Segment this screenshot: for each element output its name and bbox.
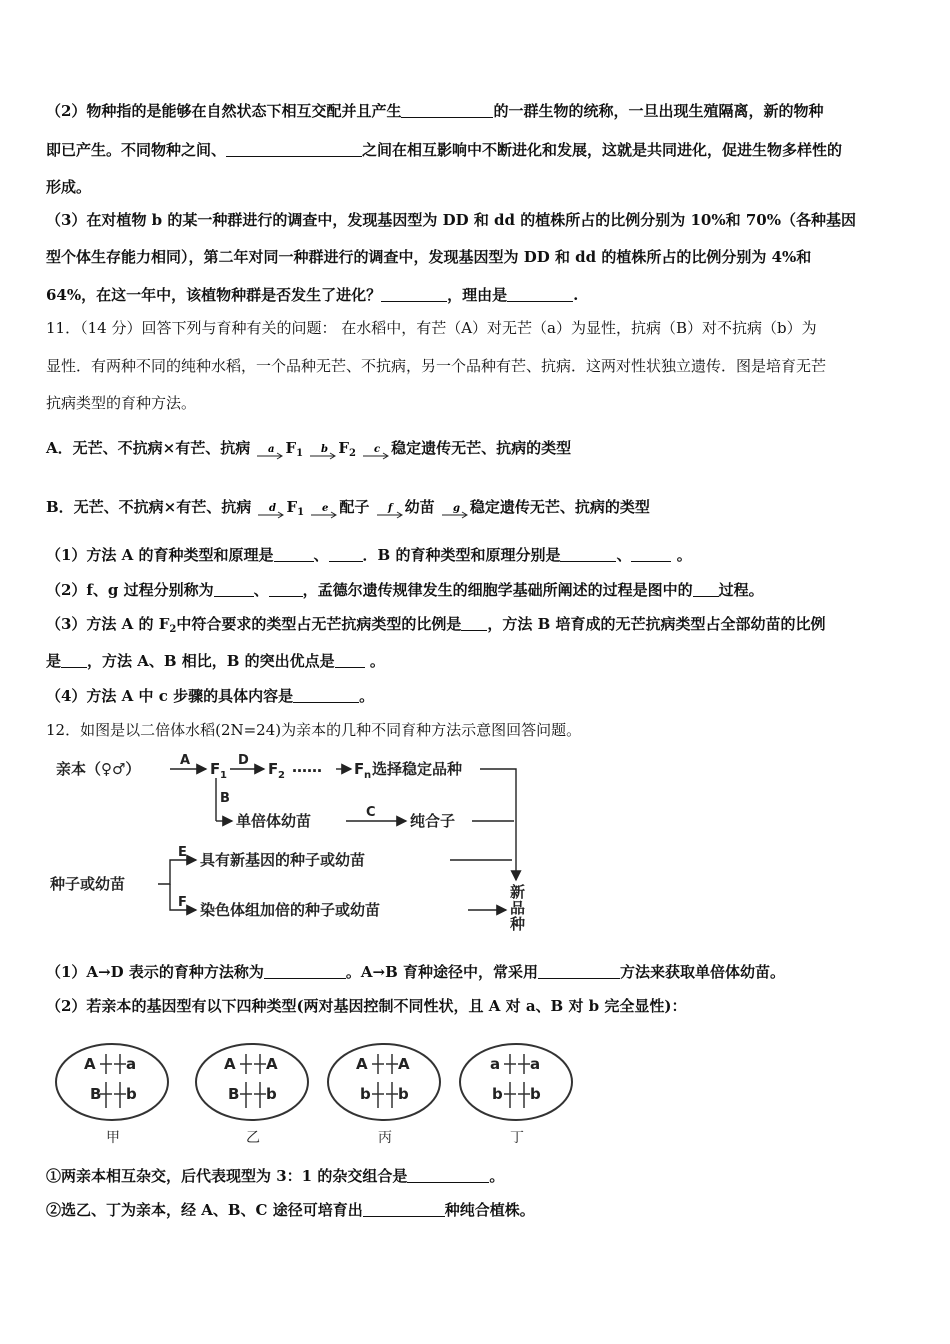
answer-blank[interactable] xyxy=(507,286,573,302)
q10-part3-line2: 型个体生存能力相同），第二年对同一种群进行的调查中，发现基因型为 DD 和 dd 的植株所占的比例分别为 4%和 xyxy=(46,248,812,266)
svg-text:b: b xyxy=(530,1085,541,1103)
svg-text:丁: 丁 xyxy=(510,1130,524,1146)
node-pure-line: 纯合子 xyxy=(410,812,456,830)
svg-text:C: C xyxy=(366,805,376,820)
svg-text:e: e xyxy=(322,503,329,514)
connector-to-new-variety xyxy=(480,769,516,880)
svg-text:f: f xyxy=(387,503,392,514)
method-a-flow: A．无芒、不抗病×有芒、抗病 a $F_1$ b $F_2$ c 稳定遗传无芒、抗病的类型 xyxy=(46,438,916,464)
q12-sub2-part2: ②选乙、丁为亲本，经 A、B、C 途径可培育出 种纯合植株。 xyxy=(46,1201,535,1219)
svg-text:n: n xyxy=(364,770,372,781)
svg-text:c: c xyxy=(374,444,381,455)
svg-text:a: a xyxy=(126,1055,137,1073)
answer-blank[interactable] xyxy=(401,102,493,118)
svg-text:b: b xyxy=(398,1085,409,1103)
q10-part2-line3: 形成。 xyxy=(46,178,92,196)
svg-text:B: B xyxy=(220,791,230,806)
genotype-cells-figure xyxy=(50,1034,590,1149)
answer-blank[interactable] xyxy=(631,546,671,562)
node-F1: F xyxy=(210,760,221,778)
cell-jia xyxy=(56,1044,168,1146)
answer-blank[interactable] xyxy=(269,581,303,597)
cell-ding xyxy=(460,1044,572,1146)
q12-sub2-part1: ①两亲本相互杂交，后代表现型为 3：1 的杂交组合是 。 xyxy=(46,1167,505,1185)
arrow-e xyxy=(309,503,339,523)
svg-text:a: a xyxy=(490,1055,501,1073)
answer-blank[interactable] xyxy=(329,546,363,562)
svg-text:……: …… xyxy=(292,758,322,776)
answer-blank[interactable] xyxy=(538,963,620,979)
svg-text:b: b xyxy=(266,1085,277,1103)
q10-part3-line3: 64%，在这一年中，该植物种群是否发生了进化？ ，理由是 . xyxy=(46,286,579,304)
q11-sub3-line1: （3）方法 A 的 $F_2$中符合要求的类型占无芒抗病类型的比例是 ，方法 B 培育成的无芒抗病类型占全部幼苗的比例 xyxy=(46,615,826,635)
svg-text:2: 2 xyxy=(278,770,285,781)
answer-blank[interactable] xyxy=(407,1167,489,1183)
q11-sub4: （4）方法 A 中 c 步骤的具体内容是 。 xyxy=(46,687,375,705)
svg-text:A: A xyxy=(398,1055,410,1073)
svg-text:E: E xyxy=(178,845,187,860)
arrow-d xyxy=(256,503,286,523)
arrow-a xyxy=(255,444,285,464)
q10-part2-line1: （2）物种指的是能够在自然状态下相互交配并且产生 的一群生物的统称，一旦出现生殖隔离，新的物种 xyxy=(46,102,824,120)
svg-text:d: d xyxy=(269,503,277,514)
svg-text:B: B xyxy=(90,1085,102,1103)
answer-blank[interactable] xyxy=(560,546,616,562)
answer-blank[interactable] xyxy=(461,615,487,631)
svg-text:b: b xyxy=(126,1085,137,1103)
svg-text:A: A xyxy=(266,1055,278,1073)
svg-text:A: A xyxy=(224,1055,236,1073)
q11-sub1: （1）方法 A 的育种类型和原理是 、 ．B 的育种类型和原理分别是 、 。 xyxy=(46,546,692,564)
answer-blank[interactable] xyxy=(226,141,362,157)
q10-part2-line2: 即已产生。不同物种之间、 之间在相互影响中不断进化和发展，这就是共同进化，促进生物多样性的 xyxy=(46,141,843,159)
node-seed-or-seedling: 种子或幼苗 xyxy=(50,875,126,893)
svg-text:a: a xyxy=(268,444,275,455)
node-select-stable: 选择稳定品种 xyxy=(372,760,463,778)
answer-blank[interactable] xyxy=(693,581,719,597)
svg-text:b: b xyxy=(321,444,329,455)
svg-text:b: b xyxy=(360,1085,371,1103)
answer-blank[interactable] xyxy=(335,652,365,668)
svg-text:丙: 丙 xyxy=(378,1130,392,1146)
arrow-g xyxy=(440,503,470,523)
q12-sub2: （2）若亲本的基因型有以下四种类型(两对基因控制不同性状，且 A 对 a、B 对 b 完全显性)： xyxy=(46,997,687,1015)
answer-blank[interactable] xyxy=(381,286,447,302)
answer-blank[interactable] xyxy=(214,581,254,597)
svg-text:B: B xyxy=(228,1085,240,1103)
q11-sub2: （2）f、g 过程分别称为 、 ，孟德尔遗传规律发生的细胞学基础所阐述的过程是图中的 过程。 xyxy=(46,581,764,599)
node-new-gene: 具有新基因的种子或幼苗 xyxy=(200,851,366,869)
answer-blank[interactable] xyxy=(293,687,359,703)
cell-yi xyxy=(196,1044,308,1146)
svg-text:乙: 乙 xyxy=(246,1130,260,1146)
arrow-E xyxy=(158,860,196,884)
q11-intro-line2: 显性．有两种不同的纯种水稻，一个品种无芒、不抗病，另一个品种有芒、抗病．这两对性状独立遗传．图是培育无芒 xyxy=(46,357,827,375)
node-haploid-seedling: 单倍体幼苗 xyxy=(236,812,312,830)
method-b-flow: B．无芒、不抗病×有芒、抗病 d $F_1$ e 配子 f 幼苗 g 稳定遗传无芒、抗病的类型 xyxy=(46,497,916,523)
q11-sub3-line2: 是 ，方法 A、B 相比，B 的突出优点是 。 xyxy=(46,652,385,670)
svg-text:A: A xyxy=(180,753,191,768)
q11-intro-line1: 11．（14 分）回答下列与育种有关的问题： 在水稻中，有芒（A）对无芒（a）为显性，抗病（B）对不抗病（b）为 xyxy=(46,319,817,337)
node-Fn: F xyxy=(354,760,365,778)
svg-text:D: D xyxy=(238,753,249,768)
svg-text:种: 种 xyxy=(510,915,526,933)
node-chromosome-doubled: 染色体组加倍的种子或幼苗 xyxy=(200,901,381,919)
arrow-b xyxy=(308,444,338,464)
answer-blank[interactable] xyxy=(363,1201,445,1217)
arrow-c xyxy=(361,444,391,464)
node-new-variety: 新 xyxy=(510,883,526,901)
answer-blank[interactable] xyxy=(274,546,314,562)
arrow-f xyxy=(375,503,405,523)
svg-text:品: 品 xyxy=(510,899,526,917)
breeding-flow-diagram xyxy=(46,750,546,935)
svg-text:a: a xyxy=(530,1055,541,1073)
answer-blank[interactable] xyxy=(61,652,87,668)
svg-text:甲: 甲 xyxy=(106,1130,120,1146)
svg-text:A: A xyxy=(84,1055,96,1073)
svg-text:b: b xyxy=(492,1085,503,1103)
svg-text:g: g xyxy=(452,503,460,514)
node-F2: F xyxy=(268,760,279,778)
q12-sub1: （1）A→D 表示的育种方法称为 。A→B 育种途径中，常采用 方法来获取单倍体幼苗。 xyxy=(46,963,785,981)
q12-intro: 12．如图是以二倍体水稻(2N=24)为亲本的几种不同育种方法示意图回答问题。 xyxy=(46,721,582,739)
svg-text:1: 1 xyxy=(220,770,227,781)
q10-part3-line1: （3）在对植物 b 的某一种群进行的调查中，发现基因型为 DD 和 dd 的植株所占的比例分别为 10%和 70%（各种基因 xyxy=(46,211,856,229)
q11-intro-line3: 抗病类型的育种方法。 xyxy=(46,394,197,412)
answer-blank[interactable] xyxy=(264,963,346,979)
node-parent: 亲本（♀♂） xyxy=(56,760,141,778)
svg-text:A: A xyxy=(356,1055,368,1073)
svg-text:F: F xyxy=(178,895,187,910)
cell-bing xyxy=(328,1044,440,1146)
